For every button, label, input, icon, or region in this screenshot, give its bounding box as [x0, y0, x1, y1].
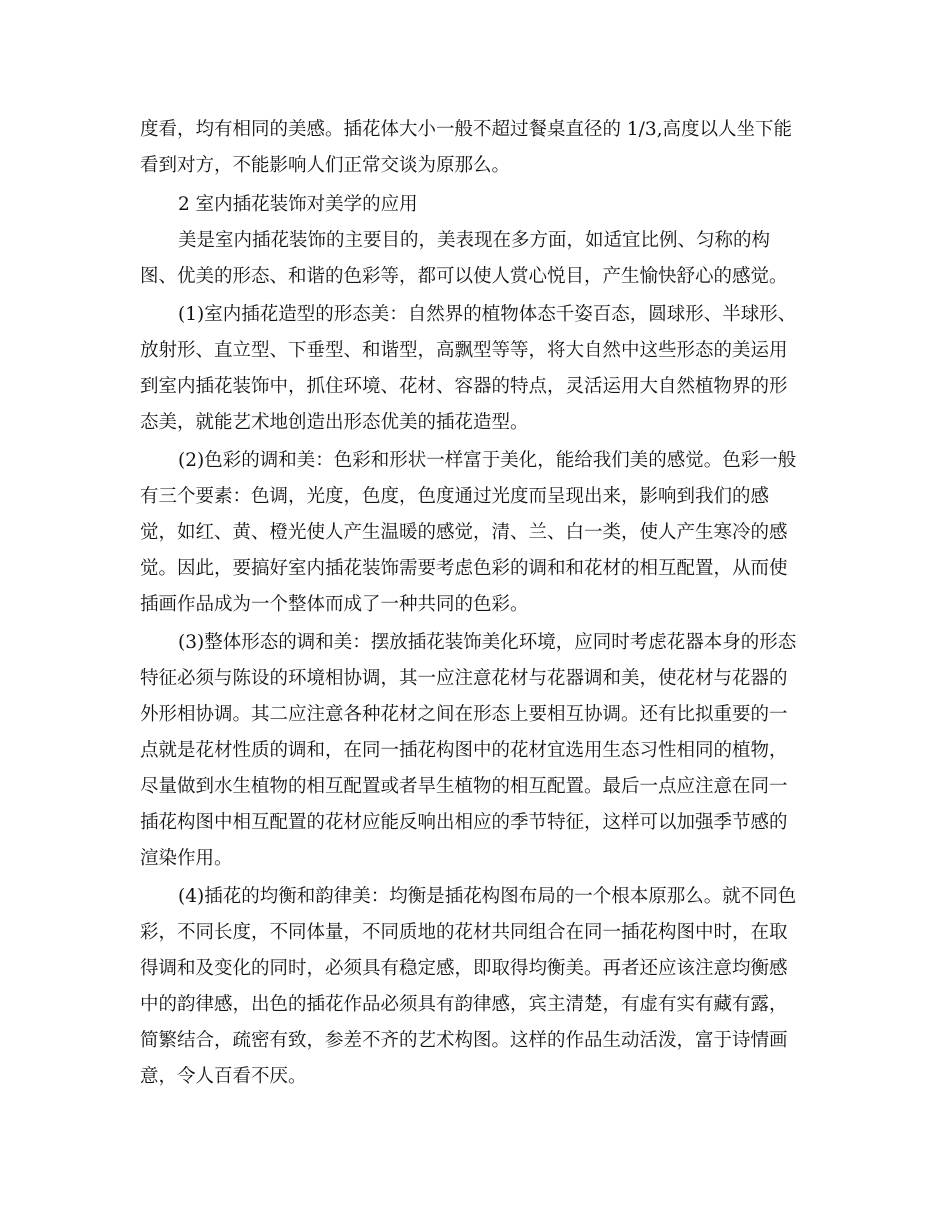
text-line: (4)插花的均衡和韵律美：均衡是插花构图布局的一个根本原那么。就不同色: [178, 886, 797, 907]
text-line: 放射形、直立型、下垂型、和谐型，高飘型等等，将大自然中这些形态的美运用: [140, 340, 788, 361]
text-line: 到室内插花装饰中，抓住环境、花材、容器的特点，灵活运用大自然植物界的形: [140, 376, 788, 397]
text-line: 插花构图中相互配置的花材应能反响出相应的季节特征，这样可以加强季节感的: [140, 812, 788, 833]
text-line: 觉。因此，要搞好室内插花装饰需要考虑色彩的调和和花材的相互配置，从而使: [140, 558, 788, 579]
text-line: 简繁结合，疏密有致，参差不齐的艺术构图。这样的作品生动活泼，富于诗情画: [140, 1030, 788, 1051]
text-line: 意，令人百看不厌。: [140, 1066, 307, 1087]
text-line: 尽量做到水生植物的相互配置或者旱生植物的相互配置。最后一点应注意在同一: [140, 776, 788, 797]
text-line: 得调和及变化的同时，必须具有稳定感，即取得均衡美。再者还应该注意均衡感: [140, 958, 788, 979]
text-line: 外形相协调。其二应注意各种花材之间在形态上要相互协调。还有比拟重要的一: [140, 704, 788, 725]
text-line: 特征必须与陈设的环境相协调，其一应注意花材与花器调和美，使花材与花器的: [140, 668, 788, 689]
text-line: (2)色彩的调和美：色彩和形状一样富于美化，能给我们美的感觉。色彩一般: [178, 450, 797, 471]
text-line: 有三个要素：色调，光度，色度，色度通过光度而呈现出来，影响到我们的感: [140, 486, 770, 507]
text-line: 图、优美的形态、和谐的色彩等，都可以使人赏心悦目，产生愉快舒心的感觉。: [140, 266, 788, 287]
text-line: (1)室内插花造型的形态美：自然界的植物体态千姿百态，圆球形、半球形、: [178, 304, 797, 325]
text-line: 点就是花材性质的调和，在同一插花构图中的花材宜选用生态习性相同的植物，: [140, 740, 788, 761]
text-line: 美是室内插花装饰的主要目的，美表现在多方面，如适宜比例、匀称的构: [178, 230, 771, 251]
section-heading: 2 室内插花装饰对美学的应用: [178, 194, 418, 215]
text-line: 渲染作用。: [140, 848, 233, 869]
text-line: 插画作品成为一个整体而成了一种共同的色彩。: [140, 594, 529, 615]
text-line: (3)整体形态的调和美：摆放插花装饰美化环境，应同时考虑花器本身的形态: [178, 632, 797, 653]
text-line: 彩，不同长度，不同体量，不同质地的花材共同组合在同一插花构图中时，在取: [140, 922, 788, 943]
text-line: 态美，就能艺术地创造出形态优美的插花造型。: [140, 412, 529, 433]
text-line: 觉，如红、黄、橙光使人产生温暖的感觉，清、兰、白一类，使人产生寒冷的感: [140, 522, 788, 543]
text-line: 看到对方，不能影响人们正常交谈为原那么。: [140, 155, 511, 176]
text-line: 度看，均有相同的美感。插花体大小一般不超过餐桌直径的 1/3,高度以人坐下能: [140, 119, 793, 140]
text-line: 中的韵律感，出色的插花作品必须具有韵律感，宾主清楚，有虚有实有藏有露，: [140, 994, 788, 1015]
